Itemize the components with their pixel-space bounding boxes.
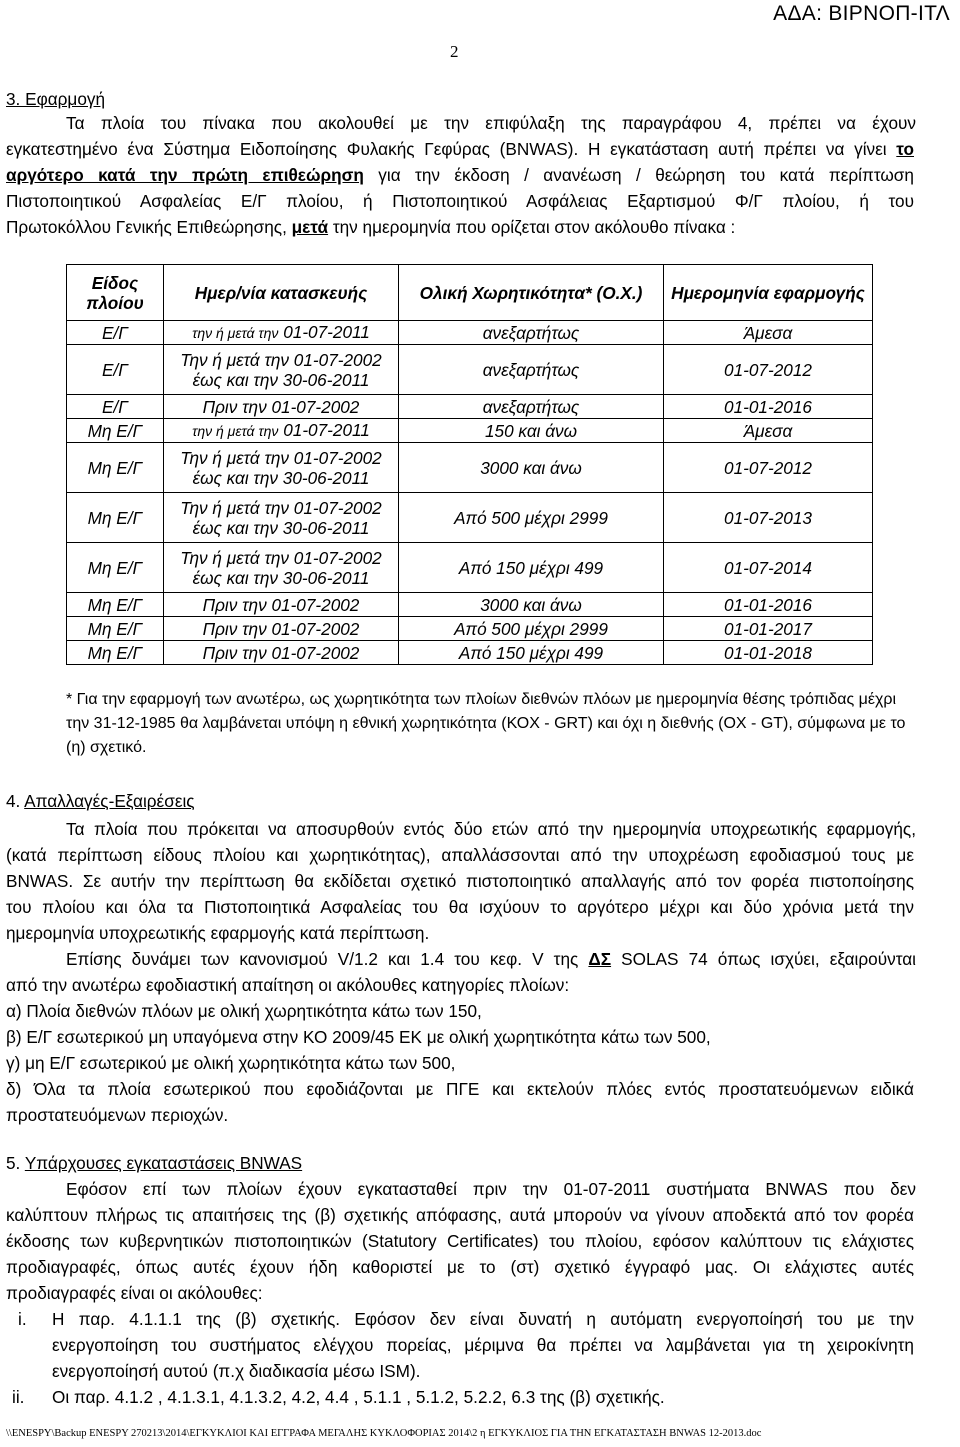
section-3-line-5-a: Πρωτοκόλλου Γενικής Επιθεώρησης, [6, 217, 292, 237]
ship-type-text: Ε/Γ [101, 396, 129, 417]
cell-construction-date [164, 593, 399, 617]
section-5-p1-line-4: προδιαγραφές, όπως αυτές έχουν ήδη καθοριστεί με το (στ) σχετικό έγγραφό μας. Οι ελάχιστες αυτές [6, 1257, 914, 1277]
application-date-text: 01-07-2013 [724, 507, 812, 528]
section-5-p1-line-5: προδιαγραφές είναι οι ακόλουθες: [6, 1283, 263, 1303]
section-4-item-d: δ) Όλα τα πλοία εσωτερικού που εφοδιάζονται με ΠΓΕ και εκτελούν πλόες εντός προστατευόμενων ειδικά [6, 1079, 914, 1099]
section-5-item-i-number: i. [18, 1309, 27, 1329]
gross-tonnage-text: Από 500 μέχρι 2999 [454, 507, 608, 528]
ship-type-text: Μη Ε/Γ [87, 507, 143, 528]
construction-date-line-1: Την ή μετά την 01-07-2002 [180, 547, 382, 568]
section-4-emph-ds: ΔΣ [588, 949, 612, 969]
cell-construction-date [164, 395, 399, 419]
cell-construction-date [164, 641, 399, 665]
section-3-line-3-text: για την έκδοση / ανανέωση / θεώρηση του κατά περίπτωση [363, 165, 914, 185]
table-footnote: * Για την εφαρμογή των ανωτέρω, ως χωρητικότητα των πλοίων διεθνών πλόων με ημερομηνία θέσης τρόπιδας μέχρι την 31-12-1985 θα λαμβάνεται υπόψη η εθνική χωρητικότητα (ΚΟΧ - GRT) και όχι η διεθνής (ΟΧ - GT), σύμφωνα με το (η) σχετικό. [66, 691, 906, 756]
cell-construction-date [164, 493, 399, 543]
cell-ship-type [67, 419, 164, 443]
header-gross-tonnage: Ολική Χωρητικότητα* (Ο.Χ.) [399, 265, 664, 321]
ship-type-text: Μη Ε/Γ [87, 618, 143, 639]
application-date-text: 01-07-2014 [724, 557, 812, 578]
header-application-date: Ημερομηνία εφαρμογής [664, 265, 873, 321]
section-5-p1-line-2: καλύπτουν πλήρως τις απαιτήσεις της (β) σχετικής απόφασης, αυτά μπορούν να γίνουν αποδεκτά από τον φορέα [6, 1205, 914, 1225]
table-row [67, 419, 873, 443]
application-date-text: 01-01-2017 [724, 618, 812, 639]
cell-application-date [664, 641, 873, 665]
construction-date-line-1: Πριν την 01-07-2002 [202, 642, 360, 663]
ship-type-text: Μη Ε/Γ [87, 642, 143, 663]
section-3-emph-deadline: αργότερο κατά την πρώτη επιθεώρηση [6, 165, 364, 185]
application-date-text: 01-01-2016 [724, 396, 812, 417]
section-4-heading: Απαλλαγές-Εξαιρέσεις [24, 791, 195, 811]
section-3-line-5 [6, 214, 735, 240]
section-3-line-5-c: την ημερομηνία που ορίζεται στον ακόλουθο πίνακα : [328, 217, 736, 237]
section-4-p2-a: Επίσης δυνάμει των κανονισμού V/1.2 και 1.4 του κεφ. V της [66, 949, 589, 969]
section-4-p2-c: SOLAS 74 όπως ισχύει, εξαιρούνται [611, 949, 916, 969]
cell-gross-tonnage [399, 617, 664, 641]
cell-ship-type [67, 493, 164, 543]
gross-tonnage-text: Από 500 μέχρι 2999 [454, 618, 608, 639]
section-4-item-d-cont: προστατευόμενων περιοχών. [6, 1105, 229, 1125]
section-3-emph-after: μετά [291, 217, 329, 237]
gross-tonnage-text: ανεξαρτήτως [482, 359, 580, 380]
construction-date-value: 01-07-2011 [283, 322, 370, 342]
header-ship-type: Είδος πλοίου [67, 265, 164, 321]
table-row [67, 321, 873, 345]
cell-construction-date [164, 443, 399, 493]
application-date-text: 01-07-2012 [724, 359, 812, 380]
section-3-line-3 [6, 162, 914, 188]
section-3-line-1: Τα πλοία του πίνακα που ακολουθεί με την επιφύλαξη της παραγράφου 4, πρέπει να έχουν [66, 113, 916, 133]
application-date-text: 01-07-2012 [724, 457, 812, 478]
section-5-number: 5. [6, 1153, 25, 1173]
section-3-emph-to: το [896, 139, 914, 159]
ada-code: ΑΔΑ: ΒΙΡΝΟΠ-ΙΤΛ [773, 2, 950, 25]
cell-application-date [664, 617, 873, 641]
table-row [67, 593, 873, 617]
section-5-p1-line-1: Εφόσον επί των πλοίων έχουν εγκατασταθεί πριν την 01-07-2011 συστήματα BNWAS που δεν [66, 1179, 917, 1199]
gross-tonnage-text: 3000 και άνω [480, 594, 582, 615]
construction-date-line-1: Την ή μετά την 01-07-2002 [180, 497, 382, 518]
header-construction-date: Ημερ/νία κατασκευής [164, 265, 399, 321]
cell-construction-date [164, 617, 399, 641]
construction-date-line-2: έως και την 30-06-2011 [192, 567, 370, 588]
section-5-p1-line-3: έκδοσης των κυβερνητικών πιστοποιητικών (Statutory Certificates) του πλοίου, εφόσον καλύπτουν τις ελάχιστες [6, 1231, 914, 1251]
table-row [67, 443, 873, 493]
table-row [67, 617, 873, 641]
section-4-p1-line-4: του πλοίου και όλα τα Πιστοποιητικά Ασφαλείας του θα ισχύουν το αργότερο μέχρι και δύο χρόνια μετά την [6, 897, 914, 917]
cell-gross-tonnage [399, 543, 664, 593]
section-4-title [6, 788, 195, 814]
cell-application-date [664, 321, 873, 345]
cell-construction-date [164, 345, 399, 395]
cell-ship-type [67, 543, 164, 593]
section-4-item-a: α) Πλοία διεθνών πλόων με ολική χωρητικότητα κάτω των 150, [6, 1001, 482, 1021]
table-row [67, 493, 873, 543]
construction-date-line-1: Πριν την 01-07-2002 [202, 594, 360, 615]
gross-tonnage-text: ανεξαρτήτως [482, 322, 580, 343]
cell-gross-tonnage [399, 443, 664, 493]
construction-date-line-1: Πριν την 01-07-2002 [202, 618, 360, 639]
application-date-text: 01-01-2018 [724, 642, 812, 663]
gross-tonnage-text: 3000 και άνω [480, 457, 582, 478]
ship-type-text: Μη Ε/Γ [87, 420, 143, 441]
cell-application-date [664, 443, 873, 493]
section-4-p1-line-1: Τα πλοία που πρόκειται να αποσυρθούν εντός δύο ετών από την ημερομηνία υποχρεωτικής εφαρμογής, [66, 819, 916, 839]
construction-date-line-2: έως και την 30-06-2011 [192, 467, 370, 488]
cell-construction-date [164, 419, 399, 443]
application-date-text: Άμεσα [743, 420, 793, 441]
section-5-item-i-line-1: Η παρ. 4.1.1.1 της (β) σχετικής. Εφόσον δεν είναι δυνατή η αυτόματη ενεργοποίησή του με την [52, 1309, 914, 1329]
section-5-item-ii-line-1: Οι παρ. 4.1.2 , 4.1.3.1, 4.1.3.2, 4.2, 4.4 , 5.1.1 , 5.1.2, 5.2.2, 6.3 της (β) σχετικής. [52, 1387, 665, 1407]
construction-date-line-2: έως και την 30-06-2011 [192, 517, 370, 538]
cell-application-date [664, 419, 873, 443]
cell-application-date [664, 593, 873, 617]
cell-gross-tonnage [399, 493, 664, 543]
cell-gross-tonnage [399, 395, 664, 419]
section-4-number: 4. [6, 791, 25, 811]
cell-application-date [664, 493, 873, 543]
construction-date-line-1: Την ή μετά την 01-07-2002 [180, 349, 382, 370]
cell-construction-date [164, 543, 399, 593]
section-5-item-ii-number: ii. [12, 1387, 25, 1407]
cell-ship-type [67, 617, 164, 641]
section-4-item-c: γ) μη Ε/Γ εσωτερικού με ολική χωρητικότητα κάτω των 500, [6, 1053, 456, 1073]
construction-date-value: 01-07-2011 [283, 420, 370, 440]
section-5-item-i-line-2: ενεργοποίηση του συστήματος ελέγχου πορείας, μέριμνα θα πρέπει να λαμβάνεται για τη χειροκίνητη [52, 1335, 914, 1355]
cell-ship-type [67, 345, 164, 395]
table-row [67, 543, 873, 593]
file-path-footer: \\ENESPY\Backup ENESPY 270213\2014\ΕΓΚΥΚΛΙΟΙ ΚΑΙ ΕΓΓΡΑΦΑ ΜΕΓΑΛΗΣ ΚΥΚΛΟΦΟΡΙΑΣ 2014\2 η ΕΓΚΥΚΛΙΟΣ ΓΙΑ ΤΗΝ ΕΓΚΑΤΑΣΤΑΣΗ BNWAS 12-2013.doc [6, 1428, 762, 1439]
cell-ship-type [67, 395, 164, 419]
application-table [66, 264, 873, 665]
table-row [67, 395, 873, 419]
cell-construction-date [164, 321, 399, 345]
table-row [67, 345, 873, 395]
section-4-p1-line-3: BNWAS. Σε αυτήν την περίπτωση θα εκδίδεται σχετικό πιστοποιητικό απαλλαγής από τον φορέα πιστοποίησης [6, 871, 914, 891]
ship-type-text: Μη Ε/Γ [87, 457, 143, 478]
gross-tonnage-text: ανεξαρτήτως [482, 396, 580, 417]
cell-gross-tonnage [399, 345, 664, 395]
section-4-p1-line-5: ημερομηνία υποχρεωτικής εφαρμογής κατά περίπτωση. [6, 923, 430, 943]
cell-ship-type [67, 443, 164, 493]
section-4-p2-line-2: από την ανωτέρω εφοδιαστική απαίτηση οι ακόλουθες κατηγορίες πλοίων: [6, 975, 570, 995]
cell-ship-type [67, 593, 164, 617]
table-row [67, 641, 873, 665]
cell-gross-tonnage [399, 419, 664, 443]
construction-date-prefix: την ή μετά την [192, 325, 279, 341]
construction-date-line-2: έως και την 30-06-2011 [192, 369, 370, 390]
section-3-line-4: Πιστοποιητικού Ασφαλείας Ε/Γ πλοίου, ή Πιστοποιητικού Ασφάλειας Εξαρτισμού Φ/Γ πλοίου, ή του [6, 191, 914, 211]
construction-date-prefix: την ή μετά την [192, 423, 279, 439]
cell-gross-tonnage [399, 593, 664, 617]
construction-date-line-1: Πριν την 01-07-2002 [202, 396, 360, 417]
section-5-title [6, 1150, 302, 1176]
section-4-item-b: β) Ε/Γ εσωτερικού μη υπαγόμενα στην ΚΟ 2009/45 ΕΚ με ολική χωρητικότητα κάτω των 500, [6, 1027, 711, 1047]
section-5-heading: Υπάρχουσες εγκαταστάσεις BNWAS [24, 1153, 303, 1173]
section-5-item-i-line-3: ενεργοποίησή αυτού (π.χ διαδικασία μέσω ISM). [52, 1361, 421, 1381]
section-3-line-2 [6, 136, 914, 162]
page-number: 2 [450, 42, 459, 61]
gross-tonnage-text: 150 και άνω [484, 420, 577, 441]
ship-type-text: Ε/Γ [101, 322, 129, 343]
gross-tonnage-text: Από 150 μέχρι 499 [458, 642, 604, 663]
cell-application-date [664, 345, 873, 395]
cell-gross-tonnage [399, 641, 664, 665]
ship-type-text: Μη Ε/Γ [87, 557, 143, 578]
table-header-row [67, 265, 873, 321]
cell-gross-tonnage [399, 321, 664, 345]
ship-type-text: Ε/Γ [101, 359, 129, 380]
section-3-title [6, 86, 105, 112]
cell-application-date [664, 395, 873, 419]
ship-type-text: Μη Ε/Γ [87, 594, 143, 615]
cell-ship-type [67, 321, 164, 345]
section-4-p2-line-1 [66, 946, 916, 972]
cell-ship-type [67, 641, 164, 665]
gross-tonnage-text: Από 150 μέχρι 499 [458, 557, 604, 578]
construction-date-line-1: Την ή μετά την 01-07-2002 [180, 447, 382, 468]
application-date-text: 01-01-2016 [724, 594, 812, 615]
section-3-heading: 3. Εφαρμογή [6, 89, 106, 109]
cell-application-date [664, 543, 873, 593]
application-date-text: Άμεσα [743, 322, 793, 343]
section-4-p1-line-2: (κατά περίπτωση είδους πλοίου και χωρητικότητας), απαλλάσσονται από την υποχρέωση εφοδιασμού τους με [6, 845, 914, 865]
section-3-line-2-text: εγκατεστημένο ένα Σύστημα Ειδοποίησης Φυλακής Γεφύρας (BNWAS). Η εγκατάσταση αυτή πρέπει να γίνει [6, 139, 897, 159]
